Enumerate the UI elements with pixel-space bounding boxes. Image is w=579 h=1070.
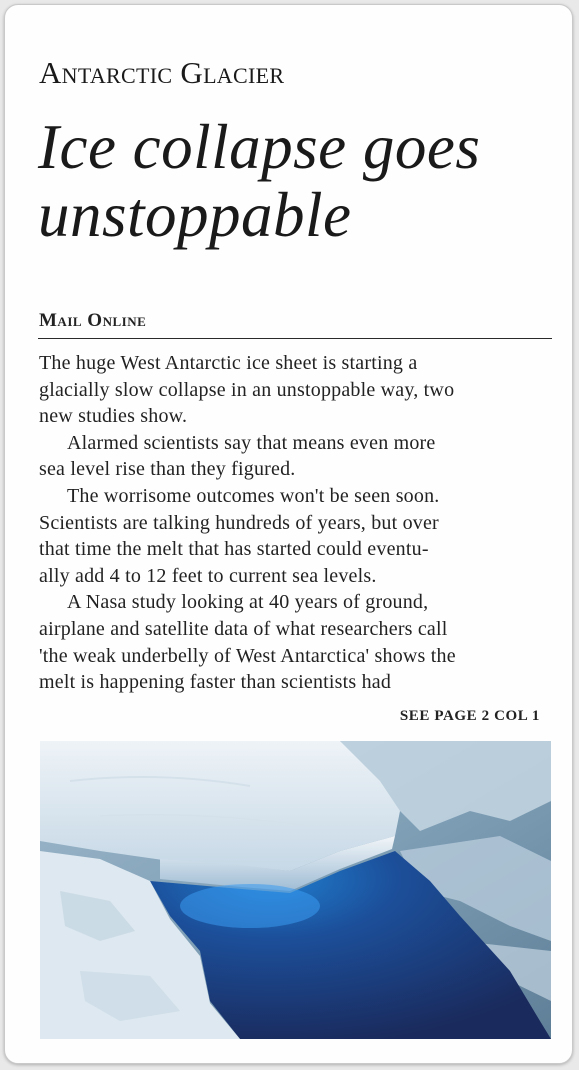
body-line: glacially slow collapse in an unstoppable way, two: [39, 378, 455, 401]
article-byline: Mail Online: [39, 310, 147, 331]
glacier-photo-illustration: [40, 741, 551, 1039]
article-body: [39, 350, 554, 696]
body-line: Alarmed scientists say that means even more: [67, 431, 436, 454]
body-line: sea level rise than they figured.: [39, 458, 296, 481]
body-line: Scientists are talking hundreds of years, but over: [39, 511, 439, 534]
body-line: that time the melt that has started could eventu-: [39, 538, 429, 561]
article-kicker: Antarctic Glacier: [39, 55, 285, 90]
body-line: melt is happening faster than scientists had: [39, 671, 392, 694]
body-line: The worrisome outcomes won't be seen soon.: [67, 484, 440, 507]
continued-jump-line: SEE PAGE 2 COL 1: [399, 708, 540, 724]
body-line: The huge West Antarctic ice sheet is starting a: [39, 352, 418, 374]
byline-divider: [38, 338, 552, 339]
body-line: new studies show.: [39, 405, 188, 428]
glacier-photo: [40, 741, 551, 1039]
body-line: A Nasa study looking at 40 years of ground,: [67, 591, 429, 614]
article-card: [4, 4, 573, 1064]
body-line: ally add 4 to 12 feet to current sea levels.: [39, 564, 377, 587]
body-line: airplane and satellite data of what researchers call: [39, 617, 448, 640]
body-line: 'the weak underbelly of West Antarctica' shows the: [39, 644, 456, 667]
article-headline: Ice collapse goes unstoppable: [38, 112, 481, 250]
